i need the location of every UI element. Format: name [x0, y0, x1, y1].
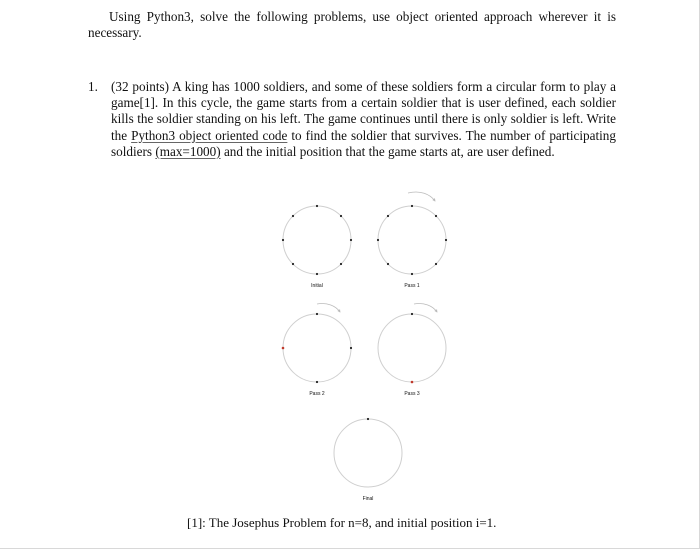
josephus-diagram-svg	[260, 180, 480, 505]
kill-arrow	[317, 303, 340, 312]
problem-text-2: to find the soldier that survives. The number of participating soldiers	[111, 127, 616, 159]
soldier-dot	[340, 263, 342, 265]
soldier-dot	[435, 215, 437, 217]
survivor-dot	[367, 418, 369, 420]
soldier-dot	[435, 263, 437, 265]
caption-pass-2: Pass 2	[309, 391, 325, 397]
ring-final	[334, 419, 402, 487]
problem-points: (32 points)	[111, 79, 170, 94]
problem-text-1: A king has 1000 soldiers, and some of these soldiers form a circular form to play a game[1]. In this cycle, the game starts from a certain soldier that is user defined, each soldier kills the soldier standing on his left. The game continues until there is only soldier is left. Write the	[111, 79, 616, 143]
underlined-code-phrase: Python3 object oriented code	[131, 127, 288, 143]
kill-arrow	[414, 303, 437, 312]
underlined-max-phrase: (max=1000)	[155, 143, 221, 159]
caption-pass-3: Pass 3	[404, 391, 420, 397]
soldier-dot	[350, 239, 352, 241]
intro-paragraph: Using Python3, solve the following problems, use object oriented approach wherever it is necessary.	[88, 9, 616, 40]
ring-pass-3	[378, 314, 446, 382]
soldier-dot	[292, 263, 294, 265]
current-marker	[282, 347, 285, 350]
soldier-dot	[411, 313, 413, 315]
soldier-dot	[387, 215, 389, 217]
soldier-dot	[282, 239, 284, 241]
soldier-dot	[316, 313, 318, 315]
problem-1	[88, 79, 616, 160]
footnote: [1]: The Josephus Problem for n=8, and initial position i=1.	[187, 515, 497, 530]
caption-pass-1: Pass 1	[404, 283, 420, 289]
soldier-dot	[411, 273, 413, 275]
soldier-dot	[350, 347, 352, 349]
soldier-dot	[445, 239, 447, 241]
circle-final	[334, 418, 402, 502]
soldier-dot	[387, 263, 389, 265]
soldier-dot	[316, 205, 318, 207]
caption-final: Final	[362, 496, 374, 502]
circle-pass-2	[282, 303, 352, 397]
circle-initial	[282, 205, 352, 289]
ring-pass-2	[283, 314, 351, 382]
circle-pass-1	[377, 192, 447, 289]
soldier-dot	[316, 381, 318, 383]
soldier-dot	[316, 273, 318, 275]
soldier-dot	[377, 239, 379, 241]
problem-statement	[111, 79, 616, 160]
circle-pass-3	[378, 303, 446, 397]
soldier-dot	[292, 215, 294, 217]
problem-text-3: and the initial position that the game starts at, are user defined.	[220, 143, 555, 159]
problem-number: 1.	[88, 79, 98, 94]
josephus-diagram	[260, 180, 480, 505]
kill-arrow	[408, 192, 435, 201]
soldier-dot	[340, 215, 342, 217]
soldier-dot	[411, 205, 413, 207]
caption-initial: Initial	[311, 283, 323, 289]
current-marker	[411, 381, 414, 384]
